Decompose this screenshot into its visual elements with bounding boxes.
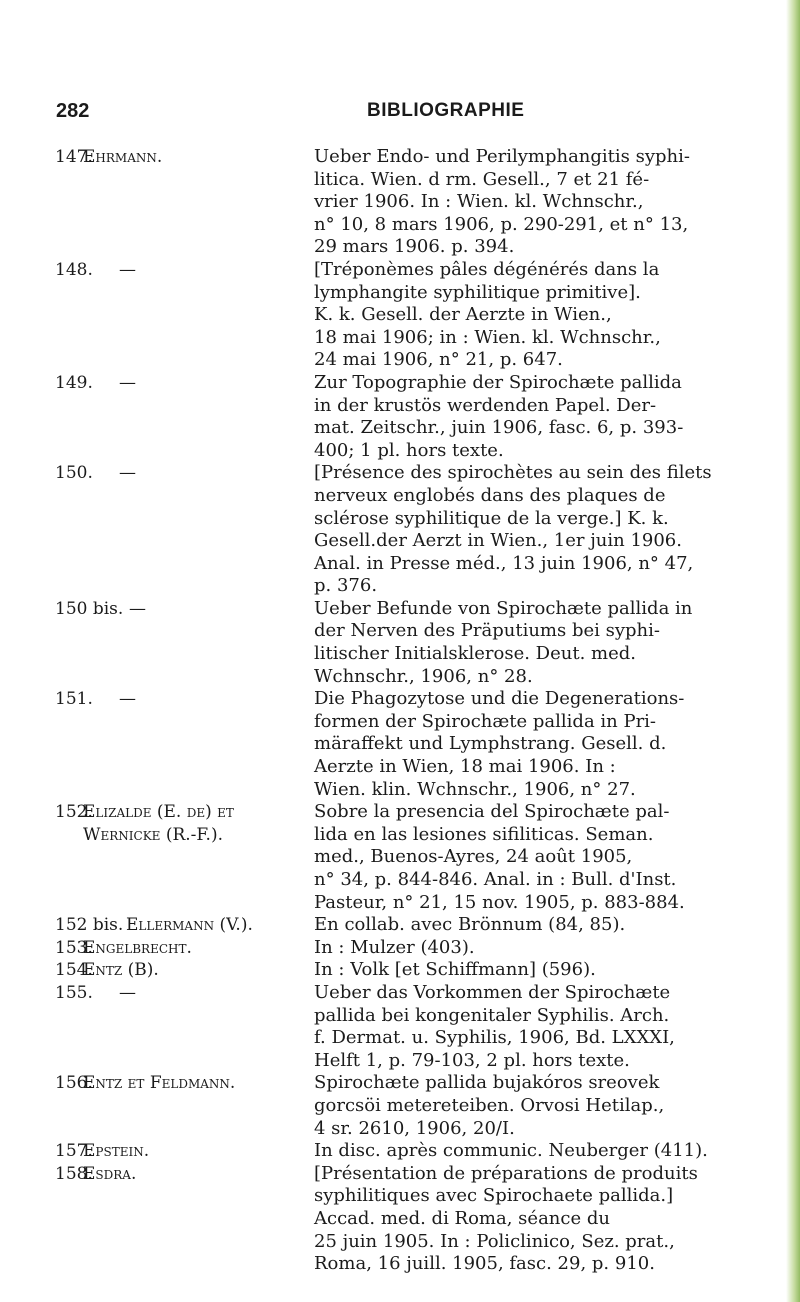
entry-number: 157. xyxy=(55,1141,93,1162)
entry-citation xyxy=(314,1140,755,1163)
citation-line: [Présence des spirochètes au sein des filets xyxy=(314,462,712,484)
citation-line: Helft 1, p. 79-103, 2 pl. hors texte. xyxy=(314,1049,630,1071)
entry-citation xyxy=(314,1072,755,1140)
bibliography-entry xyxy=(55,598,755,688)
citation-line: In : Mulzer (403). xyxy=(314,936,475,958)
citation-line: Wchnschr., 1906, n° 28. xyxy=(314,665,533,687)
entry-author: — xyxy=(119,689,136,710)
entry-author: Entz (B). xyxy=(83,960,159,981)
entry-citation xyxy=(314,959,755,982)
entry-author: — xyxy=(119,982,136,1003)
entry-citation xyxy=(314,688,755,801)
citation-line: lymphangite syphilitique primitive]. xyxy=(314,281,641,303)
citation-line: In : Volk [et Schiffmann] (596). xyxy=(314,959,596,981)
citation-line: p. 376. xyxy=(314,575,378,597)
entry-number: 156. xyxy=(55,1073,93,1094)
bibliography-entry xyxy=(55,462,755,598)
citation-line: Zur Topographie der Spirochæte pallida xyxy=(314,371,682,393)
citation-line: Sobre la presencia del Spirochæte pal- xyxy=(314,801,670,823)
bibliography-entry xyxy=(55,146,755,259)
bibliography-entry xyxy=(55,982,755,1072)
citation-line: syphilitiques avec Spirochaete pallida.] xyxy=(314,1185,674,1207)
citation-line: Accad. med. di Roma, séance du xyxy=(314,1207,610,1229)
citation-line: Roma, 16 juill. 1905, fasc. 29, p. 910. xyxy=(314,1253,655,1275)
citation-line: En collab. avec Brönnum (84, 85). xyxy=(314,914,626,936)
entry-author: Elizalde (E. de) et Wernicke (R.-F.). xyxy=(83,802,234,845)
citation-line: lida en las lesiones sifiliticas. Seman. xyxy=(314,823,654,845)
page-edge-shading xyxy=(786,0,800,1302)
citation-line: f. Dermat. u. Syphilis, 1906, Bd. LXXXI, xyxy=(314,1027,675,1049)
entry-number: 152. xyxy=(55,802,93,823)
entry-number: 153. xyxy=(55,937,93,958)
citation-line: formen der Spirochæte pallida in Pri- xyxy=(314,710,657,732)
bibliography-entry xyxy=(55,1163,755,1276)
page-number: 282 xyxy=(56,100,90,122)
citation-line: in der krustös werdenden Papel. Der- xyxy=(314,394,657,416)
entry-citation xyxy=(314,914,755,937)
bibliography-entry xyxy=(55,937,755,960)
citation-line: Pasteur, n° 21, 15 nov. 1905, p. 883-884. xyxy=(314,891,685,913)
citation-line: litischer Initialsklerose. Deut. med. xyxy=(314,643,636,665)
citation-line: mat. Zeitschr., juin 1906, fasc. 6, p. 393- xyxy=(314,417,684,439)
citation-line: K. k. Gesell. der Aerzte in Wien., xyxy=(314,304,612,326)
citation-line: litica. Wien. d rm. Gesell., 7 et 21 fé- xyxy=(314,168,650,190)
running-title: BIBLIOGRAPHIE xyxy=(367,100,525,121)
citation-line: Anal. in Presse méd., 13 juin 1906, n° 47, xyxy=(314,552,694,574)
citation-line: Wien. klin. Wchnschr., 1906, n° 27. xyxy=(314,778,636,800)
citation-line: Ueber Befunde von Spirochæte pallida in xyxy=(314,597,693,619)
entry-number: 150. xyxy=(55,463,93,484)
citation-line: 24 mai 1906, n° 21, p. 647. xyxy=(314,349,563,371)
entry-author: — xyxy=(129,598,146,619)
citation-line: 25 juin 1905. In : Policlinico, Sez. prat., xyxy=(314,1230,675,1252)
bibliography-entry xyxy=(55,688,755,801)
entry-number: 154. xyxy=(55,960,93,981)
entry-citation xyxy=(314,462,755,598)
entry-author: Epstein. xyxy=(83,1141,150,1162)
bibliography-entry xyxy=(55,1072,755,1140)
entry-number: 150 bis. xyxy=(55,598,124,619)
entry-citation xyxy=(314,372,755,462)
citation-line: [Tréponèmes pâles dégénérés dans la xyxy=(314,258,660,280)
citation-line: pallida bei kongenitaler Syphilis. Arch. xyxy=(314,1004,670,1026)
bibliography-list xyxy=(55,146,755,1276)
citation-line: Gesell.der Aerzt in Wien., 1er juin 1906. xyxy=(314,530,682,552)
citation-line: Die Phagozytose und die Degenerations- xyxy=(314,688,685,710)
citation-line: gorcsöi metereteiben. Orvosi Hetilap., xyxy=(314,1094,665,1116)
bibliography-entry xyxy=(55,914,755,937)
citation-line: Spirochæte pallida bujakóros sreovek xyxy=(314,1072,660,1094)
bibliography-entry xyxy=(55,1140,755,1163)
citation-line: märaffekt und Lymphstrang. Gesell. d. xyxy=(314,733,667,755)
citation-line: 4 sr. 2610, 1906, 20/I. xyxy=(314,1117,515,1139)
entry-citation xyxy=(314,146,755,259)
entry-author: — xyxy=(119,463,136,484)
bibliography-entry xyxy=(55,801,755,914)
citation-line: 400; 1 pl. hors texte. xyxy=(314,439,504,461)
citation-line: [Présentation de préparations de produits xyxy=(314,1162,698,1184)
citation-line: Ueber das Vorkommen der Spirochæte xyxy=(314,981,671,1003)
citation-line: 18 mai 1906; in : Wien. kl. Wchnschr., xyxy=(314,326,661,348)
citation-line: n° 34, p. 844-846. Anal. in : Bull. d'Inst. xyxy=(314,869,677,890)
bibliography-entry xyxy=(55,259,755,372)
citation-line: sclérose syphilitique de la verge.] K. k. xyxy=(314,507,669,529)
citation-line: med., Buenos-Ayres, 24 août 1905, xyxy=(314,846,633,868)
entry-author: Ehrmann. xyxy=(83,147,163,167)
citation-line: Aerzte in Wien, 18 mai 1906. In : xyxy=(314,756,616,778)
entry-number: 148. xyxy=(55,259,93,280)
entry-citation xyxy=(314,982,755,1072)
citation-line: Ueber Endo- und Perilymphangitis syphi- xyxy=(314,146,690,167)
entry-number: 147. xyxy=(55,147,93,167)
entry-author: — xyxy=(119,372,136,393)
entry-author: Engelbrecht. xyxy=(83,937,192,958)
citation-line: vrier 1906. In : Wien. kl. Wchnschr., xyxy=(314,191,644,213)
entry-number: 155. xyxy=(55,982,93,1003)
page-header xyxy=(56,100,756,130)
bibliography-entry xyxy=(55,372,755,462)
entry-citation xyxy=(314,801,755,914)
bibliography-entry xyxy=(55,959,755,982)
entry-number: 158. xyxy=(55,1163,93,1184)
entry-citation xyxy=(314,937,755,960)
citation-line: 29 mars 1906. p. 394. xyxy=(314,236,515,258)
entry-author: Ellermann (V.). xyxy=(126,915,253,936)
entry-number: 149. xyxy=(55,372,93,393)
entry-citation xyxy=(314,1163,755,1276)
entry-number: 152 bis. xyxy=(55,915,124,936)
citation-line: nerveux englobés dans des plaques de xyxy=(314,484,666,506)
entry-number: 151. xyxy=(55,689,93,710)
entry-author: Esdra. xyxy=(83,1163,137,1184)
entry-citation xyxy=(314,598,755,688)
citation-line: n° 10, 8 mars 1906, p. 290-291, et n° 13, xyxy=(314,213,689,235)
entry-author: — xyxy=(119,259,136,280)
entry-citation xyxy=(314,259,755,372)
citation-line: In disc. après communic. Neuberger (411). xyxy=(314,1140,708,1162)
entry-author: Entz et Feldmann. xyxy=(83,1073,236,1094)
citation-line: der Nerven des Präputiums bei syphi- xyxy=(314,620,660,642)
